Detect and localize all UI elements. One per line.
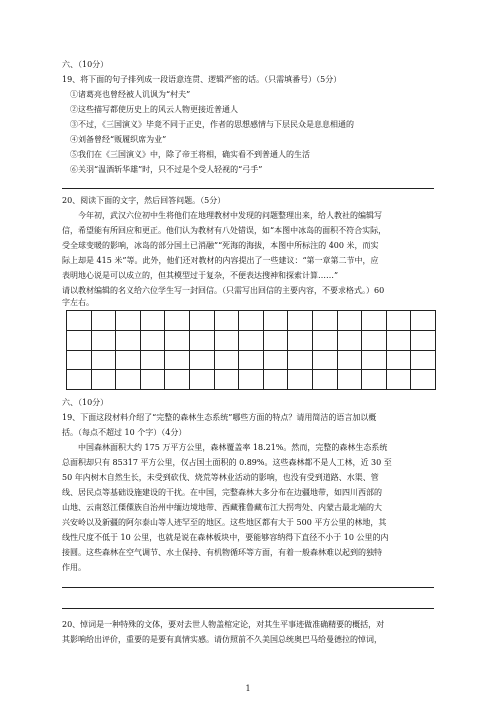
grid-cell[interactable] bbox=[140, 330, 165, 350]
grid-cell[interactable] bbox=[239, 370, 264, 390]
grid-cell[interactable] bbox=[386, 330, 411, 350]
paragraph-line: 线性尺度不低于 10 公里，也就是说在森林板块中，要能够容纳得下直径不小于 10 公里的内 bbox=[62, 533, 389, 542]
grid-cell[interactable] bbox=[189, 330, 214, 350]
grid-cell[interactable] bbox=[386, 370, 411, 390]
grid-cell[interactable] bbox=[337, 311, 362, 331]
grid-cell[interactable] bbox=[165, 311, 190, 331]
grid-cell[interactable] bbox=[214, 330, 239, 350]
paragraph-line: 兴安岭以及新疆的阿尔泰山等人迹罕至的地区。这些地区都有大于 500 平方公里的林地，其 bbox=[62, 518, 387, 527]
grid-cell[interactable] bbox=[362, 350, 387, 370]
grid-cell[interactable] bbox=[411, 370, 436, 390]
grid-cell[interactable] bbox=[67, 370, 92, 390]
grid-cell[interactable] bbox=[214, 311, 239, 331]
grid-cell[interactable] bbox=[91, 311, 116, 331]
grid-cell[interactable] bbox=[189, 311, 214, 331]
answer-grid[interactable] bbox=[66, 310, 436, 390]
sentence-item: ⑥关羽“温酒斩华雄”时，只不过是个受人轻视的“弓手” bbox=[70, 165, 263, 174]
grid-cell[interactable] bbox=[116, 350, 141, 370]
grid-cell[interactable] bbox=[312, 330, 337, 350]
paragraph-line: 中国森林面积大约 175 万平方公里，森林覆盖率 18.21%。然而，完整的森林生态系统 bbox=[78, 443, 388, 452]
paragraph-line: 请以教材编辑的名义给六位学生写一封回信。（只需写出回信的主要内容，不要求格式。）60 bbox=[62, 286, 385, 295]
grid-cell[interactable] bbox=[67, 311, 92, 331]
paragraph-line: 受全球变暖的影响，冰岛的部分国土已消融”“死海的海拔，本图中所标注的 400 米，而实 bbox=[62, 241, 379, 250]
paragraph-line: 线、居民点等基础设施建设的干扰。在中国，完整森林大多分布在边疆地带，如四川西部的 bbox=[62, 488, 382, 497]
paragraph-line: 山地、云南怒江傈僳族自治州中缅边境地带、西藏雅鲁藏布江大拐弯处、内蒙古最北端的大 bbox=[62, 503, 382, 512]
grid-cell[interactable] bbox=[239, 350, 264, 370]
grid-cell[interactable] bbox=[165, 350, 190, 370]
grid-cell[interactable] bbox=[288, 370, 313, 390]
paragraph-line: 字左右。 bbox=[62, 298, 94, 307]
grid-cell[interactable] bbox=[189, 370, 214, 390]
paragraph-line: 信，希望能有所回应和更正。他们认为教材有八处错误，如“本图中冰岛的面积不符合实际， bbox=[62, 226, 387, 235]
grid-cell[interactable] bbox=[140, 311, 165, 331]
grid-cell[interactable] bbox=[67, 330, 92, 350]
paragraph-line: 际上却是 415 米”等。此外，他们还对教材的内容提出了一些建议：“第一章第二节中，应 bbox=[62, 256, 379, 265]
grid-cell[interactable] bbox=[362, 330, 387, 350]
answer-line[interactable] bbox=[62, 587, 434, 588]
grid-cell[interactable] bbox=[337, 350, 362, 370]
paragraph-line: 表明地心说是可以成立的，但其模型过于复杂，不便表达搜神和探索计算……” bbox=[62, 271, 339, 280]
paragraph-line: 50 年内树木自然生长，未受到砍伐、烧荒等林业活动的影响，也没有受到道路、水渠、管 bbox=[62, 473, 379, 482]
grid-cell[interactable] bbox=[140, 350, 165, 370]
grid-cell[interactable] bbox=[165, 370, 190, 390]
grid-cell[interactable] bbox=[411, 330, 436, 350]
answer-line[interactable] bbox=[62, 608, 434, 609]
paragraph-line: 作用。 bbox=[62, 563, 86, 572]
paragraph-line: 总面积却只有 85317 平方公里，仅占国土面积的 0.89%。这些森林都不是人工林，近 30 至 bbox=[62, 458, 392, 467]
grid-cell[interactable] bbox=[140, 370, 165, 390]
grid-cell[interactable] bbox=[165, 330, 190, 350]
grid-cell[interactable] bbox=[91, 350, 116, 370]
grid-cell[interactable] bbox=[263, 330, 288, 350]
grid-cell[interactable] bbox=[312, 370, 337, 390]
grid-cell[interactable] bbox=[362, 370, 387, 390]
grid-cell[interactable] bbox=[239, 311, 264, 331]
grid-cell[interactable] bbox=[386, 350, 411, 370]
grid-cell[interactable] bbox=[116, 330, 141, 350]
question-20-prompt: 其影响给出评价，重要的是要有真情实感。请仿照前不久美国总统奥巴马给曼德拉的悼词， bbox=[62, 635, 382, 644]
question-19-prompt: 括。（每点不超过 10 个字）（4分） bbox=[62, 428, 187, 437]
paragraph-line: 今年初，武汉六位初中生将他们在地理教材中发现的问题整理出来，给人教社的编辑写 bbox=[78, 211, 382, 220]
sentence-item: ②这些描写都使历史上的风云人物更接近普通人 bbox=[70, 105, 238, 114]
grid-cell[interactable] bbox=[337, 330, 362, 350]
section-heading: 六、（10分） bbox=[62, 398, 109, 407]
question-19-prompt: 19、将下面的句子排列成一段语意连贯、逻辑严密的话。（只需填番号）（5分） bbox=[62, 75, 342, 84]
grid-cell[interactable] bbox=[116, 311, 141, 331]
divider-line bbox=[62, 188, 434, 189]
question-20-prompt: 20、阅读下面的文字，然后回答问题。（5分） bbox=[62, 196, 226, 205]
grid-cell[interactable] bbox=[189, 350, 214, 370]
question-20-prompt: 20、悼词是一种特殊的文体，要对去世人物盖棺定论，对其生平事迹做准确精要的概括，对 bbox=[62, 620, 385, 629]
grid-cell[interactable] bbox=[288, 330, 313, 350]
paragraph-line: 接圆。这些森林在空气调节、水土保持、有机物循环等方面，有着一般森林难以起到的独特 bbox=[62, 548, 382, 557]
sentence-item: ③不过，《三国演义》毕竟不同于正史，作者的思想感情与下层民众是息息相通的 bbox=[70, 120, 354, 129]
page-number: 1 bbox=[245, 684, 251, 693]
grid-cell[interactable] bbox=[386, 311, 411, 331]
sentence-item: ①诸葛亮也曾经被人讥讽为“村夫” bbox=[70, 90, 191, 99]
grid-cell[interactable] bbox=[67, 350, 92, 370]
sentence-item: ⑤我们在《三国演义》中，除了帝王将相，确实看不到普通人的生活 bbox=[70, 150, 310, 159]
grid-cell[interactable] bbox=[411, 350, 436, 370]
grid-cell[interactable] bbox=[312, 311, 337, 331]
grid-cell[interactable] bbox=[288, 311, 313, 331]
grid-cell[interactable] bbox=[263, 311, 288, 331]
sentence-item: ④刘备曾经“贩履织席为业” bbox=[70, 135, 167, 144]
grid-cell[interactable] bbox=[91, 330, 116, 350]
question-19-prompt: 19、下面这段材料介绍了“完整的森林生态系统”哪些方面的特点？请用简洁的语言加以概 bbox=[62, 413, 377, 422]
grid-cell[interactable] bbox=[263, 370, 288, 390]
grid-cell[interactable] bbox=[239, 330, 264, 350]
grid-cell[interactable] bbox=[214, 350, 239, 370]
section-heading: 六、（10分） bbox=[62, 60, 109, 69]
grid-cell[interactable] bbox=[411, 311, 436, 331]
grid-cell[interactable] bbox=[337, 370, 362, 390]
grid-cell[interactable] bbox=[91, 370, 116, 390]
grid-cell[interactable] bbox=[263, 350, 288, 370]
grid-cell[interactable] bbox=[288, 350, 313, 370]
grid-cell[interactable] bbox=[214, 370, 239, 390]
grid-cell[interactable] bbox=[362, 311, 387, 331]
grid-cell[interactable] bbox=[116, 370, 141, 390]
grid-cell[interactable] bbox=[312, 350, 337, 370]
